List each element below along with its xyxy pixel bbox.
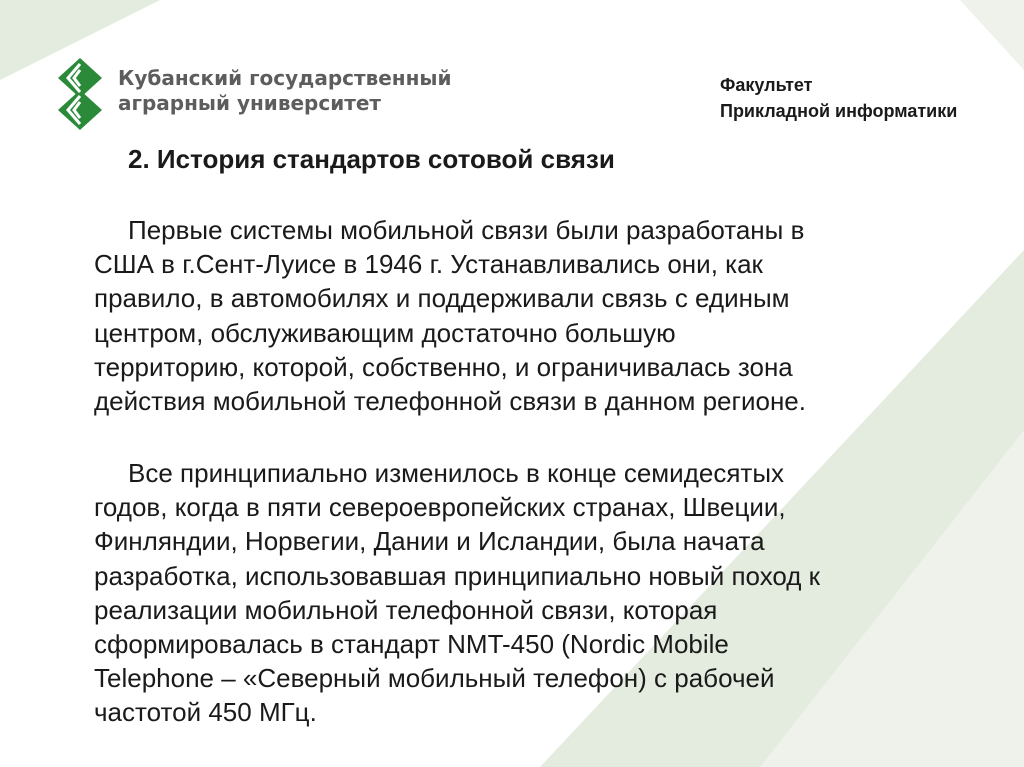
paragraph-line: частотой 450 МГц.: [94, 697, 317, 728]
slide-title: 2. История стандартов сотовой связи: [128, 144, 615, 174]
paragraph-line: правило, в автомобилях и поддерживали связь с единым: [94, 283, 790, 314]
paragraph-line: годов, когда в пяти североевропейских странах, Швеции,: [94, 492, 786, 523]
paragraph-line: сформировалась в стандарт NMT-450 (Nordic Mobile: [94, 629, 729, 660]
faculty-name: [720, 72, 957, 124]
paragraph-line: разработка, использовавшая принципиально новый поход к: [94, 560, 821, 591]
paragraph-line: Первые системы мобильной связи были разработаны в: [128, 215, 805, 245]
paragraph-line: США в г.Сент-Луисе в 1946 г. Устанавливались они, как: [94, 249, 763, 280]
paragraph-line: действия мобильной телефонной связи в данном регионе.: [94, 386, 806, 417]
paragraph-line: Все принципиально изменилось в конце семидесятых: [128, 458, 785, 488]
faculty-name-line1: Факультет: [720, 75, 813, 95]
paragraph-line: территорию, которой, собственно, и ограничивалась зона: [94, 351, 793, 382]
university-name: [118, 66, 452, 116]
university-name-line1: Кубанский государственный: [118, 66, 452, 90]
paragraph-line: Финляндии, Норвегии, Дании и Исландии, была начата: [94, 526, 765, 557]
paragraph-line: Telephone – «Северный мобильный телефон) с рабочей: [94, 663, 775, 694]
university-logo-icon: [58, 58, 102, 130]
university-name-line2: аграрный университет: [118, 91, 381, 115]
paragraph-line: центром, обслуживающим достаточно большую: [94, 317, 676, 348]
paragraph-1: [94, 213, 964, 418]
paragraph-2: [94, 456, 964, 730]
faculty-name-line2: Прикладной информатики: [720, 101, 958, 121]
paragraph-line: реализации мобильной телефонной связи, которая: [94, 594, 718, 625]
